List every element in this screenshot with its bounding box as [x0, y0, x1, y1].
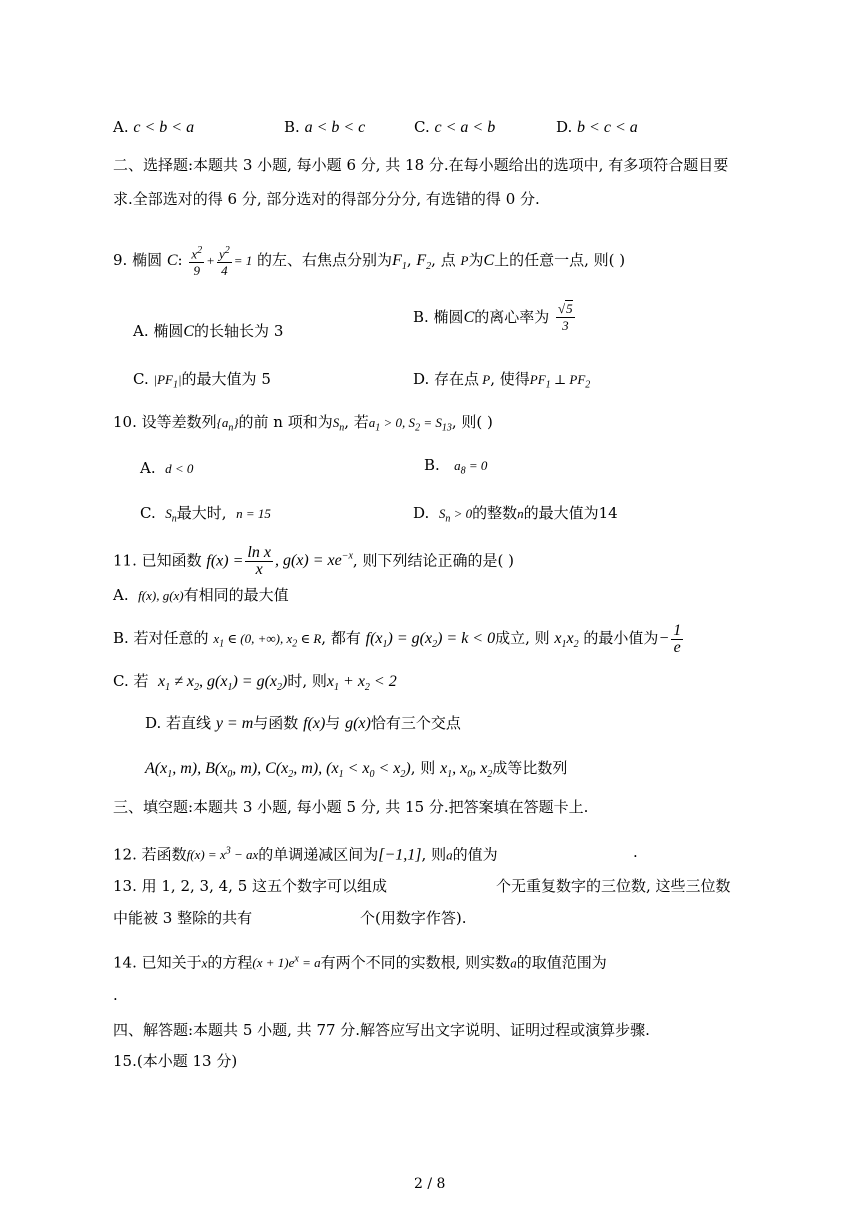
q13-line1b: 个无重复数字的三位数, 这些三位数	[496, 877, 731, 895]
fraction-x2-9: $\frac{x^2}{9}$	[191, 244, 203, 279]
q8-option-a	[113, 117, 194, 138]
option-math: c < a < b	[434, 119, 496, 136]
math-c: C	[166, 252, 178, 269]
q8-option-c	[414, 117, 495, 138]
fraction-lnx-x: $\frac{\text{ln x}}{x}$	[247, 543, 271, 578]
q10-stem: 10. 设等差数列$\{a_n\}$的前 n 项和为$S_n$, 若$a_1 > 0$, $S_2 = S_{13}$, 则( )	[113, 413, 493, 434]
q9-stem: 9. 椭圆 C: $\frac{x^2}{9}$ + $\frac{y^2}{4}$ = 1 的左、右焦点分别为$F_1$, $F_2$, 点 P为C上的任意一点, 则( )	[113, 244, 626, 279]
q10-option-d: D. $S_n > 0$的整数n的最大值为14	[413, 504, 618, 525]
q10-option-b: B. $a_8 = 0$	[424, 456, 488, 477]
q11-option-d-cont: $A(x_1$, m), $B(x_0$, m), $C(x_2$, m), $(x_1 < x_0 < x_2)$, 则 $x_1$, $x_0$, $x_2$成等比数列	[145, 759, 568, 781]
option-math: a < b < c	[304, 119, 366, 136]
q13-line1a: 13. 用 1, 2, 3, 4, 5 这五个数字可以组成	[113, 877, 388, 895]
option-math: c < b < a	[133, 119, 195, 136]
q9-text: , 点	[431, 251, 456, 269]
section-2-heading: 二、选择题:本题共 3 小题, 每小题 6 分, 共 18 分.在每小题给出的选项中, 有多项符合题目要	[113, 156, 729, 174]
q13-line2a: 中能被 3 整除的共有	[113, 909, 253, 927]
eq-one: = 1	[233, 253, 253, 268]
q14-stem: 14. 已知关于x的方程$(x + 1)e^x = a$有两个不同的实数根, 则实数a的取值范围为	[113, 953, 607, 972]
fraction-1-e: $\frac{1}{e}$	[673, 621, 682, 656]
q15-heading: 15.(本小题 13 分)	[113, 1052, 238, 1070]
q11-option-b: B. 若对任意的 $x_1$ ∈ (0, +∞), $x_2$ ∈ R, 都有 $f(x_1) = g(x_2) = k < 0$成立, 则 $x_1x_2$ 的最小值为− $\frac{1}{e}$	[113, 621, 682, 656]
option-math: b < c < a	[577, 119, 638, 136]
q9-text: 为	[468, 251, 484, 269]
q10-option-c: C. $S_n$最大时, n = 15	[140, 504, 271, 525]
page-number: 2 / 8	[414, 1176, 446, 1192]
q11-option-c: C. 若 $x_1 \ne x_2$, $g(x_1) = g(x_2)$时, 则$x_1 + x_2 < 2$	[113, 672, 397, 694]
math-p: P	[460, 253, 469, 268]
q9-text: 上的任意一点, 则( )	[494, 251, 626, 269]
q9-option-d: D. 存在点 P, 使得$PF_1$ ⊥ $PF_2$	[413, 370, 591, 391]
option-label: A.	[113, 118, 129, 136]
fraction-y2-4: $\frac{y^2}{4}$	[218, 244, 230, 279]
q9-option-c: C. $|PF_1|$的最大值为 5	[133, 370, 271, 391]
option-label: B.	[284, 118, 300, 136]
fraction-sqrt5-3: $\frac{√5}{3}$	[558, 301, 573, 333]
q11-option-a: A. f(x), g(x)有相同的最大值	[113, 586, 289, 604]
q12-stem: 12. 若函数$f(x) = x^3$ − ax的单调递减区间为[−1,1], 则a的值为	[113, 845, 498, 864]
colon: :	[177, 251, 183, 269]
q9-option-b: B. 椭圆C的离心率为 $\frac{√5}{3}$	[413, 301, 573, 333]
q11-option-d: D. 若直线 y = m与函数 f(x)与 g(x)恰有三个交点	[145, 714, 461, 732]
section-2-heading-cont: 求.全部选对的得 6 分, 部分选对的得部分分分, 有选错的得 0 分.	[113, 190, 540, 208]
q8-option-b	[284, 117, 365, 138]
q9-option-a: A. 椭圆C的长轴长为 3	[133, 322, 284, 340]
q12-end: .	[633, 843, 638, 861]
q11-stem: 11. 已知函数 f(x) = $\frac{\text{ln x}}{x}$ , $g(x) = xe^{-x}$, 则下列结论正确的是( )	[113, 543, 514, 578]
q10-option-a: A. d < 0	[140, 459, 194, 477]
section-3-heading: 三、填空题:本题共 3 小题, 每小题 5 分, 共 15 分.把答案填在答题卡上.	[113, 798, 589, 816]
q8-option-d	[556, 117, 638, 138]
q9-num: 9. 椭圆	[113, 251, 163, 269]
math-c: C	[483, 252, 495, 269]
q14-end: .	[113, 986, 118, 1004]
option-label: D.	[556, 118, 573, 136]
q9-text: 的左、右焦点分别为	[257, 251, 393, 269]
q13-line2b: 个(用数字作答).	[360, 909, 467, 927]
section-4-heading: 四、解答题:本题共 5 小题, 共 77 分.解答应写出文字说明、证明过程或演算步骤.	[113, 1021, 650, 1039]
option-label: C.	[414, 118, 430, 136]
